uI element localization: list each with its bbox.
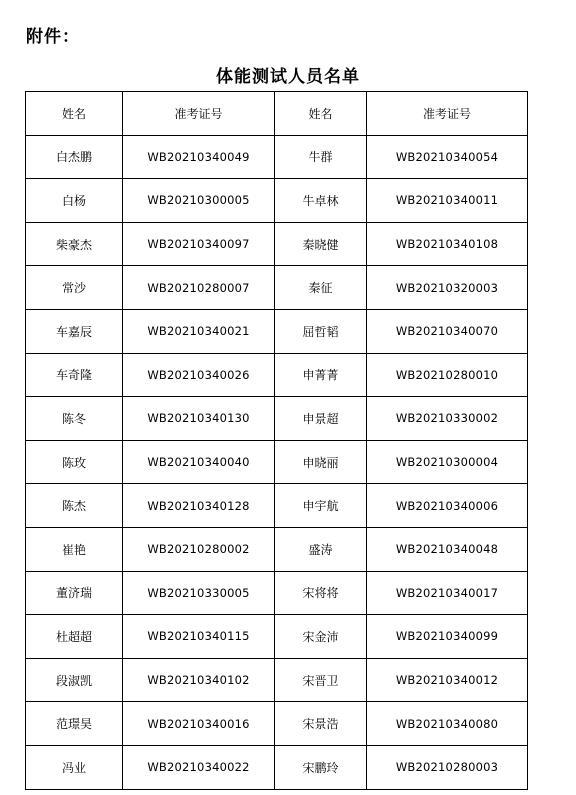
exam-id-cell: WB20210280007 bbox=[123, 266, 275, 310]
table-row bbox=[26, 615, 528, 659]
exam-id-cell: WB20210340021 bbox=[123, 309, 275, 353]
exam-id-cell: WB20210340011 bbox=[367, 179, 528, 223]
table-row bbox=[26, 702, 528, 746]
exam-id-cell: WB20210340040 bbox=[123, 440, 275, 484]
name-cell: 车嘉辰 bbox=[26, 309, 123, 353]
header-exam-id-2: 准考证号 bbox=[367, 92, 528, 136]
name-cell: 陈玫 bbox=[26, 440, 123, 484]
exam-id-cell: WB20210340097 bbox=[123, 222, 275, 266]
table-row bbox=[26, 484, 528, 528]
table-row bbox=[26, 135, 528, 179]
name-cell: 申宇航 bbox=[275, 484, 367, 528]
name-cell: 陈杰 bbox=[26, 484, 123, 528]
exam-id-cell: WB20210340099 bbox=[367, 615, 528, 659]
attachment-label: 附件： bbox=[26, 27, 80, 47]
name-cell: 范璟昊 bbox=[26, 702, 123, 746]
name-cell: 冯业 bbox=[26, 745, 123, 789]
exam-id-cell: WB20210300005 bbox=[123, 179, 275, 223]
name-cell: 盛涛 bbox=[275, 527, 367, 571]
roster-body bbox=[26, 135, 528, 789]
exam-id-cell: WB20210330005 bbox=[123, 571, 275, 615]
name-cell: 董济瑞 bbox=[26, 571, 123, 615]
exam-id-cell: WB20210300004 bbox=[367, 440, 528, 484]
roster-table bbox=[25, 91, 528, 790]
exam-id-cell: WB20210340115 bbox=[123, 615, 275, 659]
exam-id-cell: WB20210340006 bbox=[367, 484, 528, 528]
table-row bbox=[26, 353, 528, 397]
document-title: 体能测试人员名单 bbox=[216, 67, 360, 87]
name-cell: 白杨 bbox=[26, 179, 123, 223]
name-cell: 宋鹏玲 bbox=[275, 745, 367, 789]
exam-id-cell: WB20210340108 bbox=[367, 222, 528, 266]
exam-id-cell: WB20210340016 bbox=[123, 702, 275, 746]
exam-id-cell: WB20210280002 bbox=[123, 527, 275, 571]
exam-id-cell: WB20210340026 bbox=[123, 353, 275, 397]
name-cell: 申景超 bbox=[275, 397, 367, 441]
table-row bbox=[26, 658, 528, 702]
name-cell: 宋将将 bbox=[275, 571, 367, 615]
name-cell: 段淑凯 bbox=[26, 658, 123, 702]
name-cell: 陈冬 bbox=[26, 397, 123, 441]
table-row bbox=[26, 527, 528, 571]
name-cell: 车奇隆 bbox=[26, 353, 123, 397]
exam-id-cell: WB20210340054 bbox=[367, 135, 528, 179]
header-name-2: 姓名 bbox=[275, 92, 367, 136]
exam-id-cell: WB20210340080 bbox=[367, 702, 528, 746]
table-row bbox=[26, 309, 528, 353]
table-row bbox=[26, 440, 528, 484]
table-row bbox=[26, 266, 528, 310]
header-exam-id-1: 准考证号 bbox=[123, 92, 275, 136]
name-cell: 白杰鹏 bbox=[26, 135, 123, 179]
name-cell: 牛群 bbox=[275, 135, 367, 179]
name-cell: 牛卓林 bbox=[275, 179, 367, 223]
name-cell: 崔艳 bbox=[26, 527, 123, 571]
exam-id-cell: WB20210340130 bbox=[123, 397, 275, 441]
table-row bbox=[26, 745, 528, 789]
name-cell: 常沙 bbox=[26, 266, 123, 310]
name-cell: 申晓丽 bbox=[275, 440, 367, 484]
exam-id-cell: WB20210340070 bbox=[367, 309, 528, 353]
table-row bbox=[26, 222, 528, 266]
exam-id-cell: WB20210280003 bbox=[367, 745, 528, 789]
name-cell: 宋晋卫 bbox=[275, 658, 367, 702]
exam-id-cell: WB20210340022 bbox=[123, 745, 275, 789]
name-cell: 屈哲韬 bbox=[275, 309, 367, 353]
exam-id-cell: WB20210340102 bbox=[123, 658, 275, 702]
exam-id-cell: WB20210340012 bbox=[367, 658, 528, 702]
header-name-1: 姓名 bbox=[26, 92, 123, 136]
exam-id-cell: WB20210340017 bbox=[367, 571, 528, 615]
header-row bbox=[26, 92, 528, 136]
exam-id-cell: WB20210340049 bbox=[123, 135, 275, 179]
exam-id-cell: WB20210340048 bbox=[367, 527, 528, 571]
exam-id-cell: WB20210320003 bbox=[367, 266, 528, 310]
exam-id-cell: WB20210340128 bbox=[123, 484, 275, 528]
name-cell: 秦征 bbox=[275, 266, 367, 310]
name-cell: 杜超超 bbox=[26, 615, 123, 659]
name-cell: 宋景浩 bbox=[275, 702, 367, 746]
exam-id-cell: WB20210330002 bbox=[367, 397, 528, 441]
name-cell: 申菁菁 bbox=[275, 353, 367, 397]
table-row bbox=[26, 179, 528, 223]
name-cell: 宋金沛 bbox=[275, 615, 367, 659]
table-row bbox=[26, 571, 528, 615]
exam-id-cell: WB20210280010 bbox=[367, 353, 528, 397]
name-cell: 柴豪杰 bbox=[26, 222, 123, 266]
name-cell: 秦晓健 bbox=[275, 222, 367, 266]
table-row bbox=[26, 397, 528, 441]
